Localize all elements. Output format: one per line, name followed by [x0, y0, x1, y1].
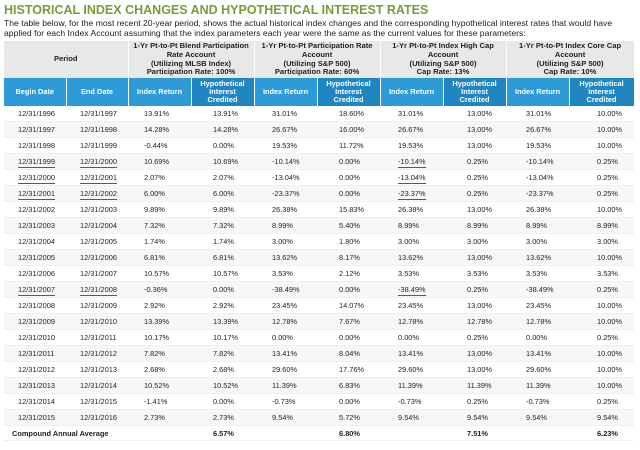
table-cell: 12/31/2009	[4, 314, 66, 330]
table-cell: 12/31/1997	[4, 122, 66, 138]
spacer-cell	[506, 426, 569, 441]
table-cell: 0.25%	[443, 186, 506, 202]
underlined-value: 12/31/2001	[80, 173, 117, 182]
table-row	[4, 410, 634, 426]
table-cell: 0.25%	[443, 330, 506, 346]
table-cell: 31.01%	[506, 106, 569, 122]
table-cell: 12/31/2004	[4, 234, 66, 250]
table-cell: 8.99%	[506, 218, 569, 234]
table-cell: 0.00%	[317, 394, 380, 410]
table-cell: 12/31/1998	[4, 138, 66, 154]
table-row	[4, 314, 634, 330]
page-title: HISTORICAL INDEX CHANGES AND HYPOTHETICAL INTEREST RATES	[4, 3, 429, 17]
table-cell: 12.78%	[254, 314, 317, 330]
table-row	[4, 362, 634, 378]
table-cell: -23.37%	[254, 186, 317, 202]
table-cell: -13.04%	[254, 170, 317, 186]
table-cell: 0.25%	[569, 330, 634, 346]
header-line: Credited	[586, 95, 617, 104]
table-cell: 0.00%	[191, 394, 254, 410]
underlined-value: 12/31/2007	[18, 285, 55, 294]
group-header-line: Participation Rate: 60%	[274, 67, 360, 77]
table-cell: 11.39%	[506, 378, 569, 394]
table-cell: 12.78%	[380, 314, 443, 330]
table-cell	[380, 154, 443, 170]
table-cell: 0.25%	[569, 186, 634, 202]
table-cell: 8.99%	[380, 218, 443, 234]
table-cell: -10.14%	[506, 154, 569, 170]
table-cell: 12/31/1997	[66, 106, 128, 122]
table-cell: 12/31/2010	[4, 330, 66, 346]
table-cell: 10.00%	[569, 122, 634, 138]
table-row	[4, 122, 634, 138]
table-cell: 10.17%	[191, 330, 254, 346]
table-cell	[66, 282, 128, 298]
table-row	[4, 138, 634, 154]
table-cell	[4, 282, 66, 298]
table-cell: -38.49%	[506, 282, 569, 298]
table-cell: 29.60%	[506, 362, 569, 378]
group-header-line: 1-Yr Pt-to-Pt Index Core Cap	[518, 41, 622, 51]
table-cell: 8.99%	[254, 218, 317, 234]
table-cell: 12/31/1996	[4, 106, 66, 122]
table-cell: 1.80%	[317, 234, 380, 250]
table-cell: 10.52%	[128, 378, 191, 394]
table-cell: 0.25%	[569, 282, 634, 298]
underlined-value: 12/31/2000	[80, 157, 117, 166]
table-cell: -10.14%	[254, 154, 317, 170]
table-cell: 0.25%	[569, 154, 634, 170]
table-cell: 14.07%	[317, 298, 380, 314]
intro-text: The table below, for the most recent 20-year period, shows the actual historical index changes and the corresponding hypothetical interest rates that would have applied for each Index Account assuming that the index parameters each year were the same as the current values for these parameters:	[4, 18, 613, 38]
table-cell: 13.41%	[506, 346, 569, 362]
table-cell: 11.39%	[380, 378, 443, 394]
hypothetical-interest-header	[317, 78, 380, 106]
table-cell: 12/31/2014	[4, 394, 66, 410]
table-cell: 12/31/1998	[66, 122, 128, 138]
index-table	[4, 41, 635, 441]
group-header-line: (Utilizing S&P 500)	[409, 58, 477, 68]
table-cell: 2.12%	[317, 266, 380, 282]
table-cell: 12.78%	[443, 314, 506, 330]
table-cell: 12/31/2003	[66, 202, 128, 218]
table-cell: 13.00%	[443, 298, 506, 314]
header-line: Interest	[461, 87, 488, 96]
table-cell: -0.36%	[128, 282, 191, 298]
table-cell: 3.00%	[506, 234, 569, 250]
table-cell: 13.00%	[443, 346, 506, 362]
table-cell: 7.32%	[128, 218, 191, 234]
table-cell: 13.41%	[380, 346, 443, 362]
period-header: Period	[4, 41, 128, 78]
table-cell: 6.81%	[128, 250, 191, 266]
table-cell: 0.00%	[317, 330, 380, 346]
table-cell: 3.53%	[254, 266, 317, 282]
table-cell: 9.54%	[443, 410, 506, 426]
table-cell: 23.45%	[380, 298, 443, 314]
table-cell: 13.00%	[443, 362, 506, 378]
table-cell: 13.62%	[380, 250, 443, 266]
table-cell: 14.28%	[128, 122, 191, 138]
table-cell: 13.39%	[128, 314, 191, 330]
index-return-header: Index Return	[380, 78, 443, 106]
table-row	[4, 394, 634, 410]
table-cell: 12/31/2014	[66, 378, 128, 394]
table-cell: 13.39%	[191, 314, 254, 330]
group-header-line: 1-Yr Pt-to-Pt Blend Participation	[133, 41, 249, 51]
table-cell: 12/31/2012	[66, 346, 128, 362]
table-cell: 12/31/2013	[66, 362, 128, 378]
table-cell: 6.00%	[128, 186, 191, 202]
table-cell: 13.00%	[443, 106, 506, 122]
table-cell	[380, 186, 443, 202]
table-cell	[380, 282, 443, 298]
table-cell: 26.67%	[506, 122, 569, 138]
group-header-line: 1-Yr Pt-to-Pt Participation Rate	[261, 41, 373, 51]
table-cell	[66, 154, 128, 170]
table-cell: 3.00%	[380, 234, 443, 250]
table-cell: 9.54%	[506, 410, 569, 426]
table-cell: 2.73%	[128, 410, 191, 426]
table-row	[4, 202, 634, 218]
table-cell: 7.67%	[317, 314, 380, 330]
header-line: Hypothetical	[326, 79, 371, 88]
table-cell: 0.00%	[317, 282, 380, 298]
header-line: Hypothetical	[452, 79, 497, 88]
table-cell: 31.01%	[254, 106, 317, 122]
index-return-header: Index Return	[128, 78, 191, 106]
group-header-line: Account	[427, 49, 459, 59]
table-cell: -38.49%	[254, 282, 317, 298]
table-cell: 2.92%	[191, 298, 254, 314]
table-row	[4, 154, 634, 170]
table-cell: 2.07%	[191, 170, 254, 186]
table-cell	[4, 186, 66, 202]
table-cell: 12/31/2013	[4, 378, 66, 394]
table-cell: 12.78%	[506, 314, 569, 330]
header-line: Interest	[209, 87, 236, 96]
table-cell: 29.60%	[254, 362, 317, 378]
underlined-value: 12/31/2000	[18, 173, 55, 182]
table-cell: 6.83%	[317, 378, 380, 394]
table-cell: 10.57%	[128, 266, 191, 282]
index-return-header: Index Return	[506, 78, 569, 106]
table-cell: 10.52%	[191, 378, 254, 394]
table-row	[4, 298, 634, 314]
table-cell: 0.25%	[443, 394, 506, 410]
table-row	[4, 250, 634, 266]
table-cell: 3.53%	[506, 266, 569, 282]
table-cell: 0.00%	[380, 330, 443, 346]
table-cell: 9.89%	[191, 202, 254, 218]
table-row	[4, 218, 634, 234]
group-header-line: (Utilizing S&P 500)	[283, 58, 351, 68]
table-cell	[4, 154, 66, 170]
table-cell: 26.67%	[254, 122, 317, 138]
table-cell: 12/31/2009	[66, 298, 128, 314]
table-cell: 10.00%	[569, 202, 634, 218]
table-cell: 10.00%	[569, 378, 634, 394]
table-cell: 8.99%	[569, 218, 634, 234]
table-cell: 13.00%	[443, 122, 506, 138]
table-cell: 9.89%	[128, 202, 191, 218]
hypothetical-interest-header	[443, 78, 506, 106]
table-cell: 23.45%	[254, 298, 317, 314]
table-cell: -0.73%	[254, 394, 317, 410]
table-row	[4, 170, 634, 186]
table-cell: 12/31/2015	[66, 394, 128, 410]
table-cell: 7.82%	[191, 346, 254, 362]
table-cell: 0.00%	[254, 330, 317, 346]
table-row	[4, 330, 634, 346]
table-cell	[66, 170, 128, 186]
table-cell: 10.00%	[569, 362, 634, 378]
table-cell: 3.53%	[380, 266, 443, 282]
table-cell: 12/31/2006	[4, 266, 66, 282]
table-cell: 13.91%	[191, 106, 254, 122]
table-cell: 1.74%	[128, 234, 191, 250]
header-line: Credited	[333, 95, 364, 104]
table-cell: 13.91%	[128, 106, 191, 122]
table-cell: 26.38%	[254, 202, 317, 218]
table-cell: 29.60%	[380, 362, 443, 378]
table-cell: 12/31/2015	[4, 410, 66, 426]
table-cell: 0.25%	[443, 170, 506, 186]
group-header-line: Cap Rate: 10%	[543, 67, 597, 77]
table-cell: 8.99%	[443, 218, 506, 234]
table-row	[4, 346, 634, 362]
table-cell: 31.01%	[380, 106, 443, 122]
underlined-value: 12/31/1999	[18, 157, 55, 166]
table-cell: 2.68%	[128, 362, 191, 378]
table-cell: 10.00%	[569, 314, 634, 330]
compound-average-value: 6.80%	[317, 426, 380, 441]
table-cell: 18.60%	[317, 106, 380, 122]
table-cell: 0.00%	[317, 186, 380, 202]
table-cell: 10.00%	[569, 138, 634, 154]
header-line: Hypothetical	[579, 79, 624, 88]
group-header-high-cap	[380, 41, 506, 78]
table-cell: 10.17%	[128, 330, 191, 346]
table-cell: 9.54%	[254, 410, 317, 426]
index-return-header: Index Return	[254, 78, 317, 106]
table-cell: 10.69%	[191, 154, 254, 170]
table-cell: 13.00%	[443, 202, 506, 218]
table-cell: 15.83%	[317, 202, 380, 218]
table-cell: 0.00%	[317, 170, 380, 186]
header-line: Hypothetical	[200, 79, 245, 88]
compound-average-value: 7.51%	[443, 426, 506, 441]
header-line: Credited	[459, 95, 490, 104]
table-cell: 2.73%	[191, 410, 254, 426]
table-cell: 12/31/2007	[66, 266, 128, 282]
table-cell: 10.00%	[569, 250, 634, 266]
table-cell: 12/31/2004	[66, 218, 128, 234]
table-cell: 12/31/2010	[66, 314, 128, 330]
table-cell: 13.00%	[443, 250, 506, 266]
table-cell: 11.72%	[317, 138, 380, 154]
table-row	[4, 378, 634, 394]
table-cell: 19.53%	[380, 138, 443, 154]
compound-average-value: 6.57%	[191, 426, 254, 441]
spacer-cell	[254, 426, 317, 441]
table-cell: 26.67%	[380, 122, 443, 138]
table-cell: 0.00%	[191, 282, 254, 298]
table-cell: -1.41%	[128, 394, 191, 410]
table-cell: 0.25%	[569, 394, 634, 410]
group-header-line: Rate Account	[166, 49, 216, 59]
table-cell: 16.00%	[317, 122, 380, 138]
table-cell: 3.53%	[443, 266, 506, 282]
table-cell: 13.41%	[254, 346, 317, 362]
table-cell: 26.38%	[506, 202, 569, 218]
table-cell: 2.07%	[128, 170, 191, 186]
group-header-blend	[128, 41, 254, 78]
table-cell: 10.69%	[128, 154, 191, 170]
group-header-line: Account	[554, 49, 586, 59]
table-cell: -0.44%	[128, 138, 191, 154]
underlined-value: 12/31/2001	[18, 189, 55, 198]
table-row	[4, 106, 634, 122]
table-cell: 11.39%	[443, 378, 506, 394]
table-cell: 10.57%	[191, 266, 254, 282]
table-cell: 19.53%	[506, 138, 569, 154]
compound-average-value: 6.23%	[569, 426, 634, 441]
table-cell: 9.54%	[380, 410, 443, 426]
group-header-line: Account	[301, 49, 333, 59]
table-cell: 12/31/2005	[66, 234, 128, 250]
underlined-value: 12/31/2008	[80, 285, 117, 294]
table-cell: 26.38%	[380, 202, 443, 218]
table-cell: 23.45%	[506, 298, 569, 314]
table-cell: 12/31/2005	[4, 250, 66, 266]
table-cell: -23.37%	[506, 186, 569, 202]
compound-average-label: Compound Annual Average	[4, 426, 191, 441]
table-cell: -0.73%	[380, 394, 443, 410]
group-header-line: (Utilizing MLSB Index)	[150, 58, 232, 68]
table-cell: 0.00%	[506, 330, 569, 346]
table-cell: 0.25%	[443, 282, 506, 298]
table-cell: 3.00%	[254, 234, 317, 250]
table-cell: 2.68%	[191, 362, 254, 378]
group-header-core-cap	[506, 41, 634, 78]
group-header-line: Cap Rate: 13%	[416, 67, 470, 77]
table-cell: 11.39%	[254, 378, 317, 394]
table-cell: 12/31/2003	[4, 218, 66, 234]
table-cell: 10.00%	[569, 346, 634, 362]
table-cell: 0.25%	[443, 154, 506, 170]
underlined-value: 12/31/2002	[80, 189, 117, 198]
table-cell: 8.17%	[317, 250, 380, 266]
table-cell: 0.25%	[569, 170, 634, 186]
end-date-header: End Date	[66, 78, 128, 106]
header-line: Credited	[207, 95, 238, 104]
table-row	[4, 282, 634, 298]
table-cell: 12/31/2006	[66, 250, 128, 266]
table-cell: 13.00%	[443, 138, 506, 154]
group-header-line: (Utilizing S&P 500)	[536, 58, 604, 68]
group-header-line: Participation Rate: 100%	[146, 67, 236, 77]
hypothetical-interest-header	[569, 78, 634, 106]
header-line: Interest	[588, 87, 615, 96]
begin-date-header: Begin Date	[4, 78, 66, 106]
table-cell: 19.53%	[254, 138, 317, 154]
spacer-cell	[380, 426, 443, 441]
table-cell: 3.00%	[443, 234, 506, 250]
table-cell: -13.04%	[506, 170, 569, 186]
table-cell: -0.73%	[506, 394, 569, 410]
table-cell: 1.74%	[191, 234, 254, 250]
table-cell: 0.00%	[317, 154, 380, 170]
group-header-participation	[254, 41, 380, 78]
table-cell: 5.40%	[317, 218, 380, 234]
table-cell: 7.82%	[128, 346, 191, 362]
table-cell: 12/31/2002	[4, 202, 66, 218]
table-cell: 9.54%	[569, 410, 634, 426]
underlined-value: -10.14%	[398, 157, 426, 166]
table-cell: 0.00%	[191, 138, 254, 154]
table-cell: 6.81%	[191, 250, 254, 266]
table-cell: 12/31/2011	[4, 346, 66, 362]
table-cell: 10.00%	[569, 298, 634, 314]
group-header-line: 1-Yr Pt-to-Pt Index High Cap	[392, 41, 494, 51]
table-cell	[4, 170, 66, 186]
underlined-value: -38.49%	[398, 285, 426, 294]
table-cell: 14.28%	[191, 122, 254, 138]
table-cell: 17.76%	[317, 362, 380, 378]
table-cell: 8.04%	[317, 346, 380, 362]
underlined-value: -13.04%	[398, 173, 426, 182]
header-line: Interest	[335, 87, 362, 96]
table-cell: 12/31/1999	[66, 138, 128, 154]
table-row	[4, 266, 634, 282]
table-cell: 12/31/2012	[4, 362, 66, 378]
table-cell: 3.53%	[569, 266, 634, 282]
compound-average-row	[4, 426, 634, 441]
table-cell	[380, 170, 443, 186]
table-cell: 13.62%	[254, 250, 317, 266]
table-cell: 12/31/2016	[66, 410, 128, 426]
table-cell: 6.00%	[191, 186, 254, 202]
table-cell: 3.00%	[569, 234, 634, 250]
underlined-value: -23.37%	[398, 189, 426, 198]
table-cell: 2.92%	[128, 298, 191, 314]
table-cell: 10.00%	[569, 106, 634, 122]
table-row	[4, 186, 634, 202]
table-cell: 12/31/2011	[66, 330, 128, 346]
table-cell: 5.72%	[317, 410, 380, 426]
table-cell: 7.32%	[191, 218, 254, 234]
table-cell: 13.62%	[506, 250, 569, 266]
table-cell	[66, 186, 128, 202]
table-cell: 12/31/2008	[4, 298, 66, 314]
table-row	[4, 234, 634, 250]
hypothetical-interest-header	[191, 78, 254, 106]
